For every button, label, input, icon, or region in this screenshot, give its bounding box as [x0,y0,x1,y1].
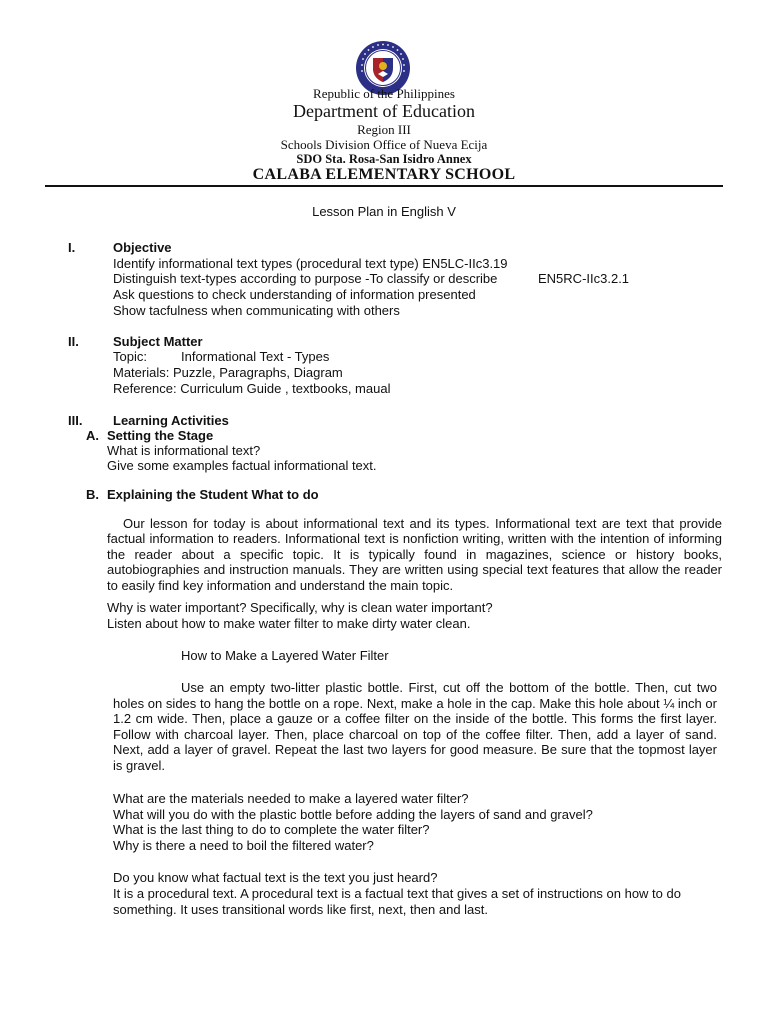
objective-line-1: Identify informational text types (procedural text type) EN5LC-IIc3.19 [113,256,508,271]
section-heading-subject: Subject Matter [113,334,203,349]
subsection-heading-explaining: Explaining the Student What to do [107,487,319,502]
subsection-heading-setting-stage: Setting the Stage [107,428,214,443]
header-republic: Republic of the Philippines [313,86,455,101]
materials-line: Materials: Puzzle, Paragraphs, Diagram [113,365,343,380]
comprehension-question: What is the last thing to do to complete the water filter? [113,822,430,837]
section-heading-activities: Learning Activities [113,413,229,428]
header-department: Department of Education [293,101,475,121]
header-school-name: CALABA ELEMENTARY SCHOOL [252,166,516,183]
section-numeral-activities: III. [68,413,83,428]
header-division: Schools Division Office of Nueva Ecija [280,137,488,152]
header-region: Region III [357,122,411,137]
subsection-letter-a: A. [86,428,99,443]
factual-text-question: Do you know what factual text is the text you just heard? [113,870,438,885]
setting-stage-question-2: Give some examples factual informational text. [107,458,377,473]
intro-paragraph: Our lesson for today is about informational text and its types. Informational text are text that provide factual information to readers. Informational text is nonfiction writing, written with the intention of informing the reader about a specific topic. It is typically found in magazines, science or history books, autobiographies and instruction manuals. They are written using special text features that allow the reader to easily find key information and understand the main topic. [107,516,722,593]
comprehension-question: What will you do with the plastic bottle before adding the layers of sand and gravel? [113,807,593,822]
subsection-letter-b: B. [86,487,99,502]
document-title: Lesson Plan in English V [312,204,456,219]
setting-stage-question-1: What is informational text? [107,443,261,458]
topic-value: Informational Text - Types [181,349,330,364]
procedural-text-answer: It is a procedural text. A procedural text is a factual text that gives a set of instructions on how to do something. It uses transitional words like first, next, then and last. [113,886,681,917]
filter-procedure-paragraph: Use an empty two-litter plastic bottle. First, cut off the bottom of the bottle. Then, cut two holes on sides to hang the bottle on a rope. Next, make a hole in the cap. Make this hole about ¼ inch or 1.2 cm wide. Then, place a gauze or a coffee filter on the inside of the bottle. This forms the first layer. Follow with charcoal layer. Then, place charcoal on top of the coffee filter. Then, add a layer of sand. Next, add a layer of gravel. Repeat the last two layers for good measure. Be sure that the topmost layer is gravel. [113,680,717,773]
comprehension-question: Why is there a need to boil the filtered water? [113,838,374,853]
topic-label: Topic: [113,349,147,364]
filter-procedure-title: How to Make a Layered Water Filter [181,648,389,663]
section-numeral-objective: I. [68,240,76,255]
objective-line-4: Show tacfulness when communicating with others [113,303,400,318]
objective-line-2: Distinguish text-types according to purpose -To classify or describe [113,271,498,286]
listen-instruction: Listen about how to make water filter to make dirty water clean. [107,616,471,631]
header-annex: SDO Sta. Rosa-San Isidro Annex [296,152,472,166]
objective-line-2-code: EN5RC-IIc3.2.1 [538,271,630,286]
objective-line-3: Ask questions to check understanding of information presented [113,287,476,302]
reference-line: Reference: Curriculum Guide , textbooks, maual [113,381,391,396]
section-numeral-subject: II. [68,334,79,349]
comprehension-question: What are the materials needed to make a layered water filter? [113,791,469,806]
header-divider [45,185,723,187]
why-water-question: Why is water important? Specifically, why is clean water important? [107,600,493,615]
section-heading-objective: Objective [113,240,172,255]
